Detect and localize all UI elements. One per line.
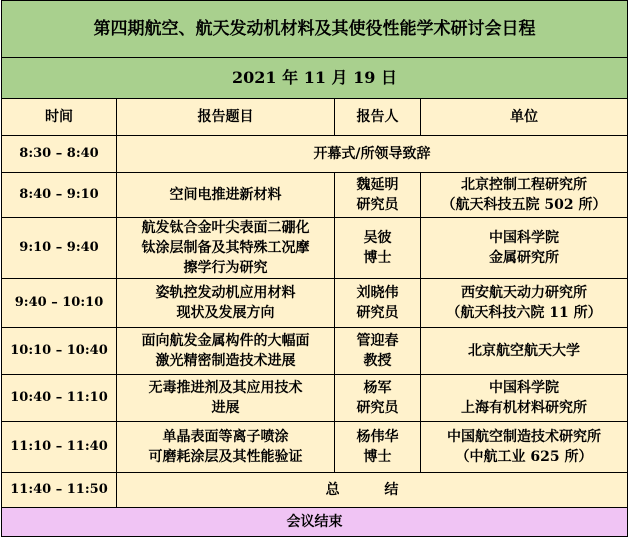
row-speaker xyxy=(335,375,421,422)
row-time: 10:40 – 11:10 xyxy=(2,375,117,422)
row-speaker xyxy=(335,328,421,375)
row-org xyxy=(421,375,628,422)
row-speaker xyxy=(335,279,421,328)
topic-line: 空间电推进新材料 xyxy=(169,187,282,203)
row-topic xyxy=(117,375,335,422)
speaker-title: 研究员 xyxy=(356,400,399,416)
speaker-title: 博士 xyxy=(363,250,392,266)
header-speaker: 报告人 xyxy=(335,99,421,136)
org-line: 西安航天动力研究所 xyxy=(461,285,587,301)
org-line: 上海有机材料研究所 xyxy=(461,400,587,416)
org-line: 北京航空航天大学 xyxy=(468,343,580,359)
row-time: 9:10 – 9:40 xyxy=(2,218,117,279)
org-line: （航天科技五院 502 所） xyxy=(441,197,607,213)
row-time: 11:10 – 11:40 xyxy=(2,422,117,473)
table-row xyxy=(2,173,628,218)
row-topic xyxy=(117,218,335,279)
row-topic xyxy=(117,328,335,375)
speaker-name: 管迎春 xyxy=(356,333,399,349)
closing-label: 总 结 xyxy=(325,482,419,498)
header-org: 单位 xyxy=(421,99,628,136)
org-line: 北京控制工程研究所 xyxy=(461,177,587,193)
speaker-title: 研究员 xyxy=(356,305,399,321)
row-time: 9:40 – 10:10 xyxy=(2,279,117,328)
row-org xyxy=(421,173,628,218)
speaker-name: 刘晓伟 xyxy=(356,285,399,301)
row-org xyxy=(421,328,628,375)
opening-row xyxy=(2,136,628,173)
table-row xyxy=(2,422,628,473)
topic-line: 单晶表面等离子喷涂 xyxy=(162,429,289,445)
row-org xyxy=(421,218,628,279)
topic-line: 钛涂层制备及其特殊工况摩 xyxy=(141,240,310,256)
closing-text xyxy=(117,473,628,508)
org-line: 中国航空制造技术研究所 xyxy=(447,429,601,445)
schedule-title: 第四期航空、航天发动机材料及其使役性能学术研讨会日程 xyxy=(2,1,628,58)
org-line: （中航工业 625 所） xyxy=(455,449,593,465)
org-line: （航天科技六院 11 所） xyxy=(446,305,602,321)
row-topic xyxy=(117,422,335,473)
header-row xyxy=(2,99,628,136)
row-speaker xyxy=(335,218,421,279)
table-row xyxy=(2,375,628,422)
header-topic: 报告题目 xyxy=(117,99,335,136)
opening-time: 8:30 – 8:40 xyxy=(2,136,117,173)
topic-line: 航发钛合金叶尖表面二硼化 xyxy=(141,220,310,236)
speaker-name: 吴彼 xyxy=(363,230,392,246)
row-time: 8:40 – 9:10 xyxy=(2,173,117,218)
topic-line: 进展 xyxy=(211,400,240,416)
topic-line: 无毒推进剂及其应用技术 xyxy=(148,380,303,396)
row-speaker xyxy=(335,422,421,473)
row-org xyxy=(421,422,628,473)
row-topic xyxy=(117,279,335,328)
table-row xyxy=(2,279,628,328)
topic-line: 可磨耗涂层及其性能验证 xyxy=(148,449,303,465)
speaker-name: 魏延明 xyxy=(356,177,399,193)
speaker-name: 杨伟华 xyxy=(356,429,399,445)
topic-line: 激光精密制造技术进展 xyxy=(155,353,296,369)
opening-text: 开幕式/所领导致辞 xyxy=(117,136,628,173)
topic-line: 现状及发展方向 xyxy=(176,305,275,321)
table-row xyxy=(2,328,628,375)
topic-line: 擦学行为研究 xyxy=(183,260,268,276)
org-line: 中国科学院 xyxy=(489,380,559,396)
org-line: 中国科学院 xyxy=(489,230,559,246)
speaker-name: 杨军 xyxy=(363,380,392,396)
speaker-title: 教授 xyxy=(363,353,392,369)
end-banner: 会议结束 xyxy=(2,508,628,537)
row-org xyxy=(421,279,628,328)
table-row xyxy=(2,218,628,279)
header-time: 时间 xyxy=(2,99,117,136)
row-topic xyxy=(117,173,335,218)
schedule-table xyxy=(1,0,628,537)
schedule-date: 2021 年 11 月 19 日 xyxy=(2,58,628,99)
speaker-title: 博士 xyxy=(363,449,392,465)
speaker-title: 研究员 xyxy=(356,197,399,213)
topic-line: 面向航发金属构件的大幅面 xyxy=(141,333,310,349)
org-line: 金属研究所 xyxy=(489,250,559,266)
row-speaker xyxy=(335,173,421,218)
row-time: 10:10 – 10:40 xyxy=(2,328,117,375)
closing-time: 11:40 – 11:50 xyxy=(2,473,117,508)
topic-line: 姿轨控发动机应用材料 xyxy=(155,285,296,301)
closing-row xyxy=(2,473,628,508)
